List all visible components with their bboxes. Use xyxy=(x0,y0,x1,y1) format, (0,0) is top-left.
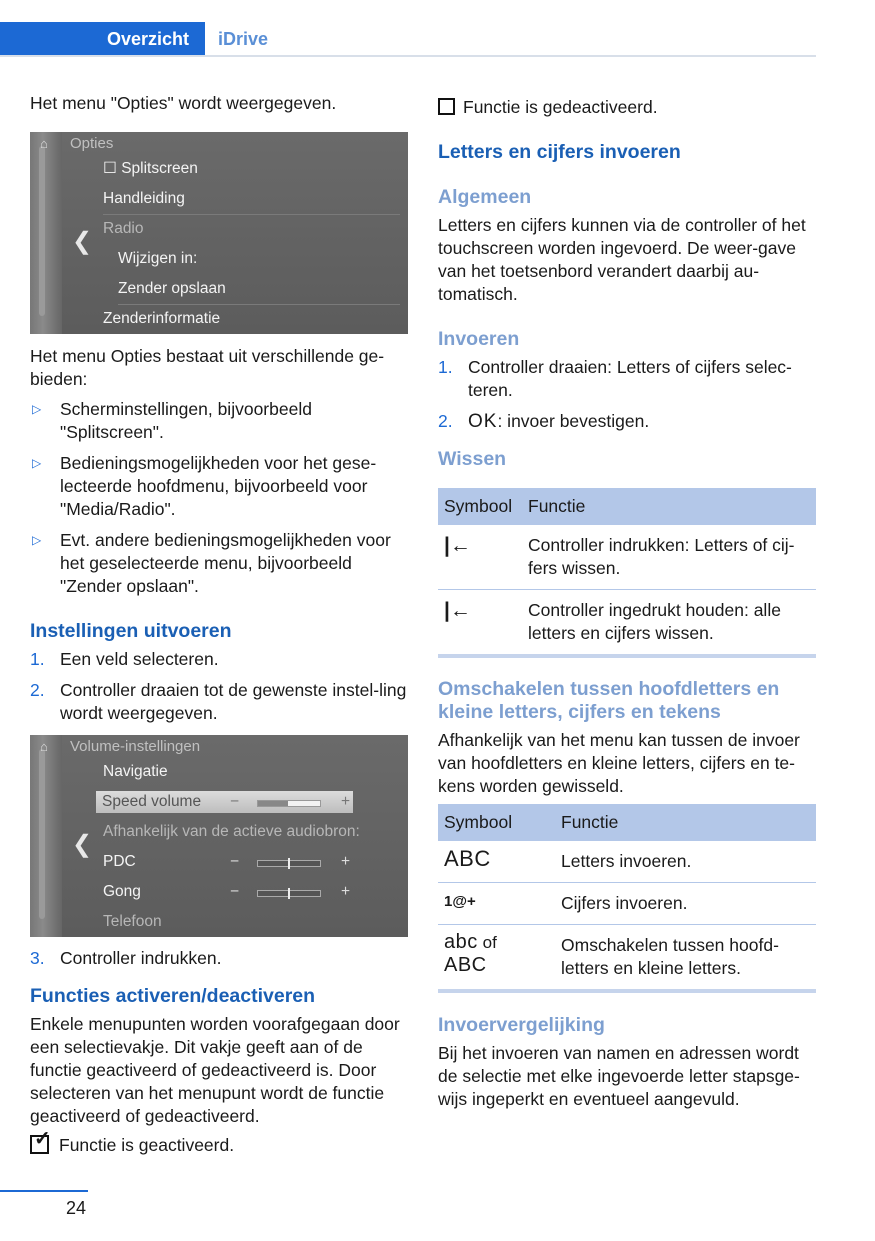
subheading-delete: Wissen xyxy=(438,448,507,470)
screen-title: Volume-instellingen xyxy=(70,738,201,755)
menu-item-zender-opslaan[interactable]: Zender opslaan xyxy=(118,274,400,305)
menu-item-gong[interactable] xyxy=(103,877,400,907)
table-header-function: Functie xyxy=(522,488,816,525)
checkbox-empty-icon xyxy=(438,98,455,115)
activated-line: ✓ Functie is geactiveerd. xyxy=(30,1134,408,1157)
subheading-compare: Invoervergelijking xyxy=(438,1014,605,1036)
options-screen xyxy=(30,132,408,334)
list-item: 3. Controller indrukken. xyxy=(30,948,222,968)
lowercase-abc-icon: abc xyxy=(444,931,478,953)
table-row: ABC Letters invoeren. xyxy=(438,841,816,883)
digits-symbols-icon: 1@+ xyxy=(444,893,476,910)
screen-sidebar xyxy=(30,132,62,334)
functions-description: Enkele menupunten worden voorafgegaan door een selectievakje. Dit vakje geeft aan of de functie geactiveerd of gedeactiveerd is. Door selecteren van het menupunt wordt de functie geactiveerd of gedeactiveerd. xyxy=(30,1014,400,1126)
uppercase-abc-icon: ABC xyxy=(444,954,487,976)
list-item: ▷ Evt. andere bedieningsmogelijkheden voor het geselecteerde menu, bijvoorbeeld "Zender opslaan". xyxy=(32,530,391,596)
header-rule xyxy=(0,55,816,57)
gong-label: Gong xyxy=(103,883,141,900)
deactivated-line: Functie is gedeactiveerd. xyxy=(438,96,816,119)
list-item: ▷ Bedieningsmogelijkheden voor het gese-lecteerde hoofdmenu, bijvoorbeeld voor "Media/Radio". xyxy=(32,453,377,519)
general-text: Letters en cijfers kunnen via de controller of het touchscreen worden ingevoerd. De weer-gave van het toetsenbord verandert daarbij au-tomatisch. xyxy=(438,215,806,304)
delete-table xyxy=(438,488,816,658)
options-bullet-list xyxy=(30,398,408,598)
menu-item-wijzigen[interactable]: Wijzigen in: xyxy=(118,250,198,267)
compare-text: Bij het invoeren van namen en adressen wordt de selectie met elke ingevoerde letter stapsge-wijs ingeperkt en eventueel aangevuld. xyxy=(438,1043,800,1109)
heading-functions: Functies activeren/deactiveren xyxy=(30,985,316,1007)
page-number: 24 xyxy=(66,1198,87,1218)
table-header-function: Functie xyxy=(555,804,816,841)
screen-title: Opties xyxy=(70,135,114,152)
triangle-icon: ▷ xyxy=(32,402,42,416)
subsection-label: iDrive xyxy=(218,29,269,49)
uppercase-abc-icon: ABC xyxy=(444,846,491,871)
intro-text: Het menu "Opties" wordt weergegeven. xyxy=(30,93,337,113)
speed-volume-label: Speed volume xyxy=(102,793,202,810)
menu-item-radio: Radio xyxy=(103,220,144,237)
right-column xyxy=(438,96,816,1111)
table-header-symbol: Symbool xyxy=(438,488,522,525)
settings-step-3 xyxy=(30,947,408,970)
menu-item-pdc[interactable] xyxy=(103,847,400,877)
subheading-general: Algemeen xyxy=(438,186,532,208)
chevron-left-icon: ❮ xyxy=(72,831,93,858)
table-header-symbol: Symbool xyxy=(438,804,555,841)
chevron-left-icon: ❮ xyxy=(72,228,93,255)
screen-sidebar xyxy=(30,735,62,937)
table-row: abc of ABC Omschakelen tussen hoofd-letters en kleine letters. xyxy=(438,925,816,992)
list-item: 2. OK: invoer bevestigen. xyxy=(438,411,650,432)
subheading-switch: Omschakelen tussen hoofdletters en kleine letters, cijfers en tekens xyxy=(438,678,780,723)
left-column xyxy=(30,92,408,1157)
menu-item-telefoon: Telefoon xyxy=(103,913,162,930)
list-item: 1. Een veld selecteren. xyxy=(30,649,219,669)
speed-volume-slider[interactable]: − + xyxy=(230,793,350,810)
ok-icon: OK xyxy=(468,411,498,432)
triangle-icon: ▷ xyxy=(32,456,42,470)
switch-table xyxy=(438,804,816,993)
subheading-input: Invoeren xyxy=(438,328,520,350)
section-tab: Overzicht xyxy=(0,22,205,56)
triangle-icon: ▷ xyxy=(32,533,42,547)
menu-item-handleiding[interactable]: Handleiding xyxy=(103,184,400,215)
checkbox-checked-icon: ✓ xyxy=(30,1135,49,1154)
gong-slider[interactable]: − + xyxy=(230,883,350,900)
backspace-icon: |← xyxy=(438,590,522,657)
list-item: 2. Controller draaien tot de gewenste instel-ling wordt weergegeven. xyxy=(30,680,407,723)
settings-steps xyxy=(30,648,408,725)
list-item: 1. Controller draaien: Letters of cijfers selec-teren. xyxy=(438,357,792,400)
heading-letters: Letters en cijfers invoeren xyxy=(438,141,681,163)
list-item: ▷ Scherminstellingen, bijvoorbeeld "Splitscreen". xyxy=(32,399,312,442)
switch-text: Afhankelijk van het menu kan tussen de invoer van hoofdletters en kleine letters, cijfers en te-kens worden gewisseld. xyxy=(438,730,800,796)
home-icon: ⌂ xyxy=(40,136,48,151)
audio-source-note: Afhankelijk van de actieve audiobron: xyxy=(103,823,360,840)
table-row: |← Controller indrukken: Letters of cij-fers wissen. xyxy=(438,525,816,590)
input-steps xyxy=(438,356,816,433)
home-icon: ⌂ xyxy=(40,739,48,754)
menu-item-navigatie[interactable]: Navigatie xyxy=(103,763,168,780)
pdc-slider[interactable]: − + xyxy=(230,853,350,870)
volume-screen xyxy=(30,735,408,937)
pdc-label: PDC xyxy=(103,853,136,870)
backspace-icon: |← xyxy=(438,525,522,590)
options-description: Het menu Opties bestaat uit verschillende ge- bieden: xyxy=(30,346,385,389)
menu-item-speed-volume[interactable] xyxy=(96,791,353,813)
menu-item-zenderinformatie[interactable]: Zenderinformatie xyxy=(103,310,221,327)
heading-settings: Instellingen uitvoeren xyxy=(30,620,232,642)
menu-item-splitscreen[interactable]: ☐ Splitscreen xyxy=(103,160,198,177)
table-row: 1@+ Cijfers invoeren. xyxy=(438,883,816,925)
footer-rule xyxy=(0,1190,88,1192)
table-row: |← Controller ingedrukt houden: alle letters en cijfers wissen. xyxy=(438,590,816,657)
